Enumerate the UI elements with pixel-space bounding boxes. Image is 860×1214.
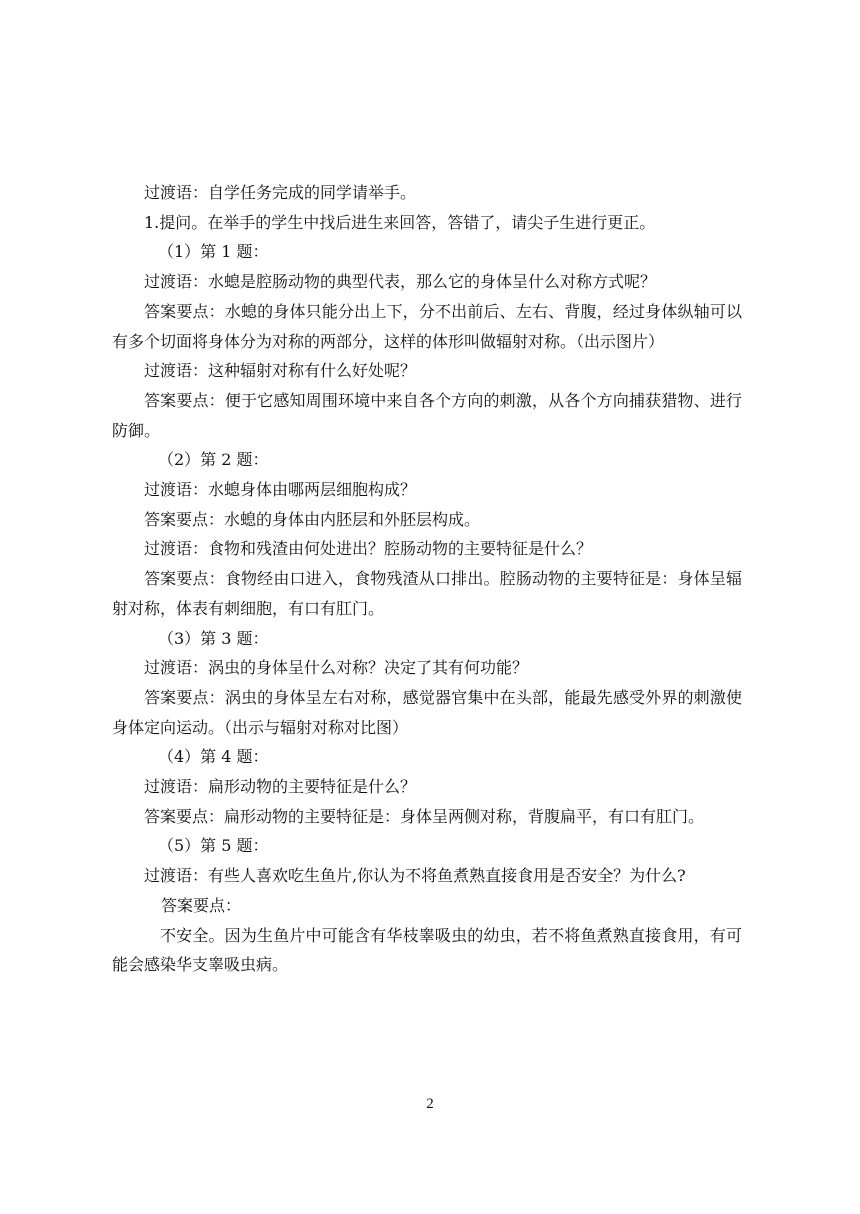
paragraph: 过渡语：水螅身体由哪两层细胞构成？: [144, 480, 417, 500]
paragraph: 过渡语：自学任务完成的同学请举手。: [144, 183, 417, 202]
page-number: 2: [426, 1096, 434, 1112]
paragraph: 1.提问。在举手的学生中找后进生来回答，答错了，请尖子生进行更正。: [144, 212, 656, 232]
answer-paragraph: 不安全。因为生鱼片中可能含有华枝睾吸虫的幼虫，若不将鱼煮熟直接食用，有可能会感染华支睾吸虫病。: [112, 925, 742, 975]
answer-paragraph: 答案要点：扁形动物的主要特征是：身体呈两侧对称，背腹扁平，有口有肛门。: [144, 806, 705, 826]
answer-label: 答案要点：: [161, 895, 242, 915]
question-heading: （5）第 5 题：: [158, 836, 269, 856]
paragraph: 过渡语：水螅是腔肠动物的典型代表，那么它的身体呈什么对称方式呢？: [144, 272, 657, 292]
question-heading: （4）第 4 题：: [158, 747, 269, 767]
paragraph: 过渡语：扁形动物的主要特征是什么？: [144, 777, 417, 797]
page-body: [112, 178, 742, 980]
answer-paragraph: 答案要点：便于它感知周围环境中来自各个方向的刺激，从各个方向捕获猎物、进行防御。: [112, 390, 742, 440]
paragraph: 过渡语：涡虫的身体呈什么对称？决定了其有何功能？: [144, 658, 529, 678]
question-heading: （3）第 3 题：: [158, 628, 269, 648]
paragraph: 过渡语：食物和残渣由何处进出？腔肠动物的主要特征是什么？: [144, 539, 593, 559]
question-heading: （2）第 2 题：: [158, 450, 269, 470]
answer-paragraph: 答案要点：食物经由口进入，食物残渣从口排出。腔肠动物的主要特征是：身体呈辐射对称，体表有刺细胞，有口有肛门。: [112, 569, 742, 618]
answer-paragraph: 答案要点：水螅的身体由内胚层和外胚层构成。: [144, 509, 481, 529]
paragraph: 过渡语：有些人喜欢吃生鱼片,你认为不将鱼煮熟直接食用是否安全？为什么?: [144, 866, 686, 886]
question-heading: （1）第 1 题：: [158, 242, 269, 262]
answer-paragraph: 答案要点：涡虫的身体呈左右对称，感觉器官集中在头部，能最先感受外界的刺激使身体定向运动。（出示与辐射对称对比图）: [112, 687, 742, 737]
answer-paragraph: 答案要点：水螅的身体只能分出上下，分不出前后、左右、背腹，经过身体纵轴可以有多个切面将身体分为对称的两部分，这样的体形叫做辐射对称。（出示图片）: [112, 301, 742, 351]
paragraph: 过渡语：这种辐射对称有什么好处呢？: [144, 361, 417, 381]
